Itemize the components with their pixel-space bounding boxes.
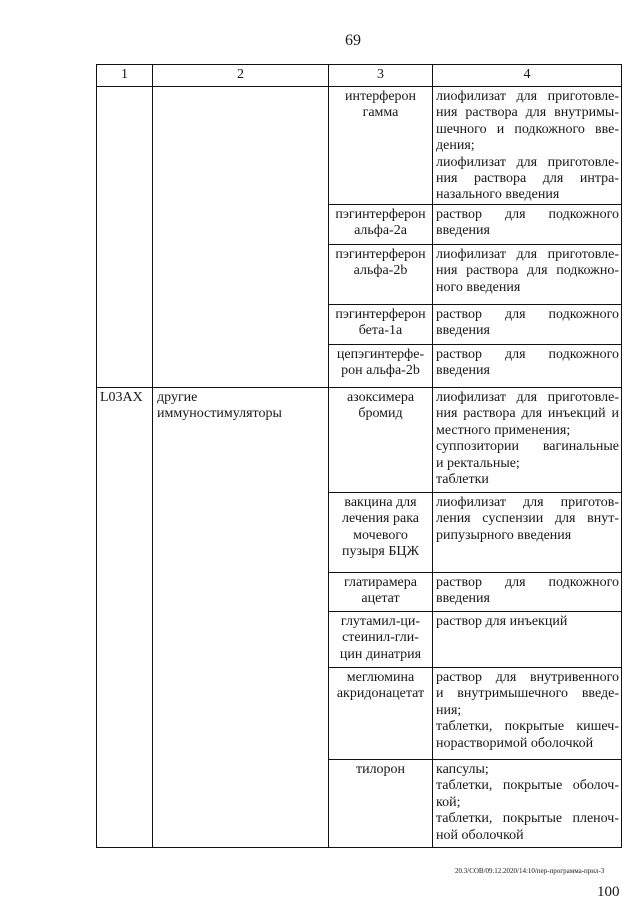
drug-name-line: альфа-2a <box>354 223 407 239</box>
dosage-form-line: и внутримышечного введе- <box>436 686 619 702</box>
drug-name-line: глатирамера <box>344 575 417 590</box>
dosage-form-line: введения <box>436 591 490 607</box>
dosage-form-line: раствор для подкожного <box>436 347 619 362</box>
drug-name-cell <box>329 245 433 305</box>
dosage-form-line: суппозитории вагинальные <box>436 439 619 455</box>
drug-name-line: цепэгинтерфе- <box>336 347 425 362</box>
dosage-form-cell <box>433 388 622 493</box>
dosage-form-line: норастворимой оболочкой <box>436 735 594 751</box>
drug-name-cell <box>329 612 433 668</box>
drug-name-line: альфа-2b <box>353 263 408 279</box>
drug-name-line: ацетат <box>361 591 400 607</box>
drug-name-line: цин динатрия <box>339 646 422 662</box>
dosage-form-line: ного введения <box>436 279 521 295</box>
drug-name-line: стеинил-гли- <box>342 630 419 646</box>
drug-name-cell <box>329 87 433 205</box>
dosage-form-line: ния раствора для внутримы- <box>436 105 619 121</box>
dosage-form-line: раствор для подкожного <box>436 307 619 322</box>
dosage-form-cell <box>433 612 622 668</box>
dosage-form-cell <box>433 668 622 760</box>
dosage-form-line: лиофилизат для приготовле- <box>436 89 619 104</box>
drug-name-line: бета-1a <box>358 323 403 339</box>
dosage-form-line: лиофилизат для приготовле- <box>436 390 619 405</box>
dosage-form-line: лиофилизат для приготовле- <box>436 154 619 170</box>
dosage-form-line: капсулы; <box>436 762 489 777</box>
drug-name-line: бромид <box>358 406 403 422</box>
dosage-form-line: раствор для подкожного <box>436 575 619 590</box>
dosage-form-line: и ректальные; <box>436 455 520 471</box>
drug-name-line: гамма <box>362 105 399 121</box>
dosage-form-line: кой; <box>436 794 461 810</box>
drug-name-line: тилорон <box>355 762 406 777</box>
dosage-form-line: таблетки, покрытые кишеч- <box>436 719 619 735</box>
dosage-form-line: шечного и подкожного вве- <box>436 121 619 137</box>
group-name-cell <box>153 388 329 848</box>
dosage-form-cell <box>433 305 622 345</box>
dosage-form-line: раствор для инъекций <box>436 614 568 629</box>
dosage-form-line: введения <box>436 223 490 239</box>
dosage-form-line: таблетки, покрытые пленоч- <box>436 811 619 827</box>
dosage-form-cell <box>433 760 622 848</box>
drug-name-line: вакцина для <box>344 495 417 510</box>
dosage-form-cell <box>433 87 622 205</box>
column-header-3: 3 <box>329 65 433 87</box>
dosage-form-line: ния раствора для интра- <box>436 171 619 187</box>
drug-table <box>96 64 622 848</box>
group-name-line: иммуностимуляторы <box>157 406 282 422</box>
dosage-form-line: введения <box>436 323 490 339</box>
column-header-1: 1 <box>97 65 153 87</box>
document-reference: 20.3/СОВ/09.12.2020/14:10/пер-программа-прил-3 <box>455 867 605 875</box>
page-number-top: 69 <box>345 32 361 49</box>
drug-name-cell <box>329 493 433 573</box>
atc-code-cell-empty <box>97 87 153 388</box>
drug-name-line: меглюмина <box>346 670 415 685</box>
dosage-form-line: таблетки <box>436 472 489 488</box>
dosage-form-line: дения; <box>436 138 475 154</box>
drug-name-line: мочевого <box>353 527 408 543</box>
dosage-form-cell <box>433 493 622 573</box>
dosage-form-line: лиофилизат для приготов- <box>436 495 619 510</box>
dosage-form-line: ной оболочкой <box>436 827 524 843</box>
drug-name-cell <box>329 388 433 493</box>
column-header-2: 2 <box>153 65 329 87</box>
drug-name-cell <box>329 345 433 388</box>
drug-name-cell <box>329 760 433 848</box>
dosage-form-cell <box>433 205 622 245</box>
drug-name-line: азоксимера <box>346 390 415 405</box>
dosage-form-line: раствор для внутривенного <box>436 670 619 685</box>
dosage-form-line: рипузырного введения <box>436 527 572 543</box>
dosage-form-line: назального введения <box>436 187 560 203</box>
column-header-4: 4 <box>433 65 622 87</box>
dosage-form-line: введения <box>436 363 490 379</box>
dosage-form-line: местного применения; <box>436 422 571 438</box>
drug-name-line: акридонацетат <box>336 686 425 702</box>
group-name-cell-empty <box>153 87 329 388</box>
drug-name-line: лечения рака <box>341 511 420 527</box>
page-number-bottom: 100 <box>597 884 620 900</box>
drug-name-line: пузыря БЦЖ <box>341 544 420 560</box>
dosage-form-line: ления суспензии для внут- <box>436 511 619 527</box>
dosage-form-line: ния раствора для инъекций и <box>436 406 619 422</box>
dosage-form-line: раствор для подкожного <box>436 207 619 222</box>
dosage-form-line: ния раствора для подкожно- <box>436 263 619 279</box>
dosage-form-line: таблетки, покрытые оболоч- <box>436 778 619 794</box>
drug-name-line: пэгинтерферон <box>335 307 426 322</box>
dosage-form-line: лиофилизат для приготовле- <box>436 247 619 262</box>
drug-name-line: рон альфа-2b <box>341 363 420 379</box>
dosage-form-line: ния; <box>436 702 462 718</box>
drug-name-line: пэгинтерферон <box>335 207 426 222</box>
drug-name-cell <box>329 668 433 760</box>
dosage-form-cell <box>433 573 622 612</box>
atc-code-cell: L03AX <box>97 388 153 848</box>
drug-name-line: интерферон <box>344 89 417 104</box>
dosage-form-cell <box>433 245 622 305</box>
drug-name-line: пэгинтерферон <box>335 247 426 262</box>
dosage-form-cell <box>433 345 622 388</box>
drug-name-cell <box>329 205 433 245</box>
drug-name-line: глутамил-ци- <box>340 614 421 629</box>
drug-name-cell <box>329 573 433 612</box>
group-name-line: другие <box>157 390 198 405</box>
drug-name-cell <box>329 305 433 345</box>
